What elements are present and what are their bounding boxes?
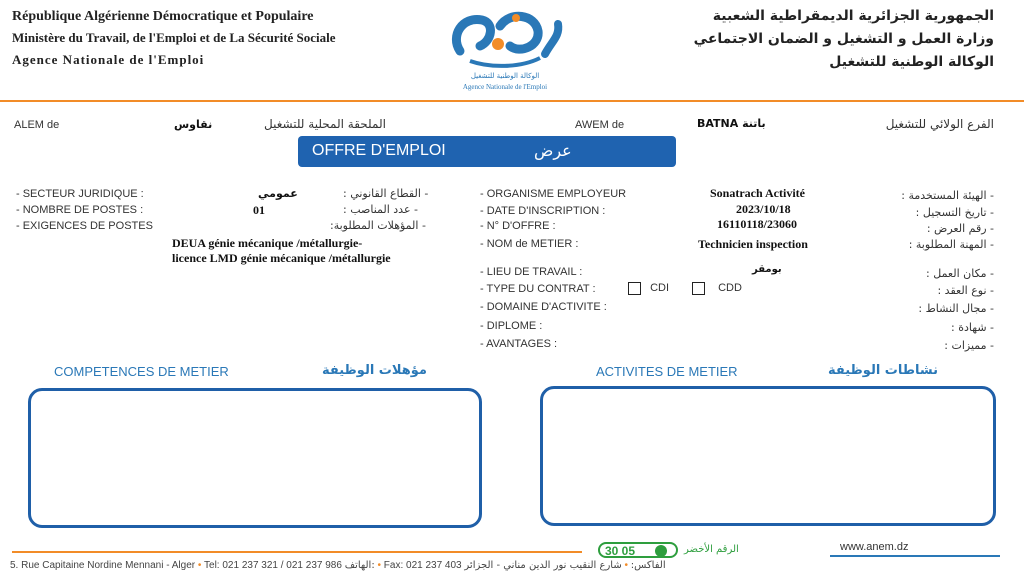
domaine-label: - DOMAINE D'ACTIVITE : (480, 301, 607, 313)
footer-address-line (10, 560, 666, 571)
footer-address-ar: شارع النقيب نور الدين مناني - الجزائر (464, 560, 622, 571)
org-label-ar: - الهيئة المستخدمة : (901, 189, 994, 202)
secteur-label: - SECTEUR JURIDIQUE : (16, 188, 144, 200)
awem-label: AWEM de (575, 119, 625, 131)
footer-fax-ar: الفاكس: (630, 560, 666, 571)
footer-fax: Fax: 021 237 403 (383, 560, 462, 571)
header-divider (0, 100, 1024, 102)
awem-label-ar: الفرع الولائي للتشغيل (885, 117, 994, 131)
header-fr-agency: Agence Nationale de l'Emploi (12, 52, 205, 67)
num-label-ar: - رقم العرض : (926, 222, 994, 235)
awem-value: BATNA باتنة (697, 117, 766, 130)
header-fr-ministry: Ministère du Travail, de l'Emploi et de La Sécurité Sociale (12, 30, 336, 45)
cdd-label: CDD (718, 282, 742, 295)
competences-title-ar: مؤهلات الوظيفة (322, 363, 427, 378)
activites-title-fr: ACTIVITES DE METIER (596, 364, 738, 379)
website[interactable]: www.anem.dz (840, 541, 909, 553)
org-label: - ORGANISME EMPLOYEUR (480, 188, 627, 200)
diplome-label-ar: - شهادة : (951, 321, 994, 334)
cdi-label: CDI (650, 282, 670, 295)
green-number-badge (598, 542, 678, 558)
org-value: Sonatrach Activité (710, 186, 805, 200)
footer-bullet-icon: • (197, 560, 202, 571)
domaine-label-ar: - مجال النشاط : (918, 302, 994, 315)
cdd-checkbox[interactable] (692, 282, 705, 295)
cdd-option[interactable] (692, 282, 742, 295)
cdi-checkbox[interactable] (628, 282, 641, 295)
footer-tel: Tel: 021 237 321 / 021 237 986 (204, 560, 342, 571)
secteur-value: عمومي (258, 187, 298, 200)
alem-label: ALEM de (14, 119, 60, 131)
metier-label-ar: - المهنة المطلوبة : (908, 238, 994, 251)
postes-value: 01 (253, 203, 265, 217)
date-label-ar: - تاريخ التسجيل : (915, 206, 994, 219)
lieu-label: - LIEU DE TRAVAIL : (480, 266, 583, 278)
banner-title-ar: عرض (534, 141, 572, 160)
banner-title-fr: OFFRE D'EMPLOI (312, 142, 446, 159)
footer-divider-left (12, 551, 582, 553)
metier-value: Technicien inspection (698, 237, 808, 251)
competences-title-fr: COMPETENCES DE METIER (54, 364, 229, 379)
exigences-label-ar: - المؤهلات المطلوبة: (330, 219, 426, 232)
competences-box (28, 388, 482, 528)
exigences-line2: licence LMD génie mécanique /métallurgie (172, 251, 391, 265)
footer-address-fr: 5. Rue Capitaine Nordine Mennani - Alger (10, 560, 196, 571)
avantages-label-ar: - مميزات : (944, 339, 994, 352)
footer-bullet-icon: • (377, 560, 381, 571)
logo-arabic-text: الوكالة الوطنية للتشغيل (470, 72, 540, 80)
activites-title-ar: نشاطات الوظيفة (828, 363, 938, 378)
header-ar-republic: الجمهورية الجزائرية الديمقراطية الشعبية (712, 8, 994, 24)
footer-tel-ar: الهاتف: (344, 560, 375, 571)
date-value: 2023/10/18 (736, 202, 791, 216)
postes-label-ar: - عدد المناصب : (343, 203, 418, 216)
alem-value: نقاوس (174, 118, 213, 131)
phone-icon (655, 545, 667, 557)
anem-logo (440, 6, 570, 92)
metier-label: - NOM de METIER : (480, 238, 579, 250)
contrat-label: - TYPE DU CONTRAT : (480, 283, 596, 295)
num-label: - N° D'OFFRE : (480, 220, 556, 232)
contrat-label-ar: - نوع العقد : (937, 284, 994, 297)
date-label: - DATE D'INSCRIPTION : (480, 205, 606, 217)
diplome-label: - DIPLOME : (480, 320, 543, 332)
num-value: 16110118/23060 (717, 217, 798, 231)
header-ar-agency: الوكالة الوطنية للتشغيل (829, 54, 994, 70)
lieu-value: بومقر (752, 264, 782, 275)
secteur-label-ar: - القطاع القانوني : (343, 187, 429, 200)
exigences-line1: DEUA génie mécanique /métallurgie- (172, 236, 363, 250)
header-fr-republic: République Algérienne Démocratique et Populaire (12, 9, 314, 24)
footer-bullet-icon: • (624, 560, 629, 571)
postes-label: - NOMBRE DE POSTES : (16, 204, 144, 216)
header-ar-ministry: وزارة العمل و التشغيل و الضمان الاجتماعي (693, 31, 994, 47)
exigences-label: - EXIGENCES DE POSTES (16, 220, 153, 232)
offer-banner (298, 136, 676, 167)
activites-box (540, 386, 996, 526)
anem-logo-icon (440, 6, 570, 76)
avantages-label: - AVANTAGES : (480, 338, 558, 350)
logo-french-text: Agence Nationale de l'Emploi (462, 83, 548, 91)
cdi-option[interactable] (628, 282, 669, 295)
alem-label-ar: الملحقة المحلية للتشغيل (264, 117, 386, 131)
lieu-label-ar: - مكان العمل : (926, 267, 994, 280)
green-number-label: الرقم الأخضر (684, 544, 739, 555)
green-number: 30 05 (605, 544, 636, 558)
footer-divider-right (830, 555, 1000, 557)
